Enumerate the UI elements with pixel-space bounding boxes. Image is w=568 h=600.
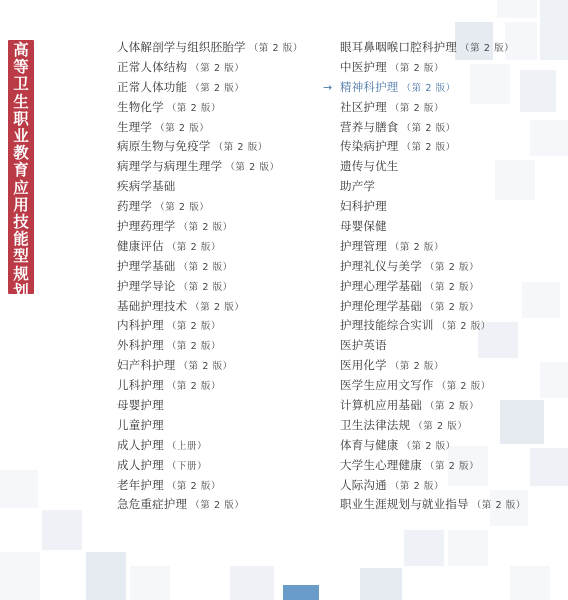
- book-title: 母婴护理: [117, 398, 164, 413]
- book-title: 药理学: [117, 199, 153, 214]
- book-title: 正常人体结构: [117, 59, 188, 74]
- book-edition: （第 2 版）: [436, 381, 491, 393]
- book-title: 医学生应用文写作: [340, 378, 434, 393]
- background-square: [497, 0, 537, 18]
- book-list-item: [117, 217, 303, 237]
- book-title: 生理学: [117, 119, 153, 134]
- book-edition: （第 2 版）: [389, 480, 445, 492]
- book-list-item: [340, 436, 526, 456]
- book-edition: （第 2 版）: [178, 361, 233, 373]
- book-title: 护理学导论: [117, 278, 176, 293]
- book-title: 正常人体功能: [117, 79, 188, 94]
- book-title: 助产学: [340, 179, 376, 194]
- background-square: [0, 470, 38, 508]
- book-list-item: [340, 118, 526, 138]
- book-edition: （第 2 版）: [401, 122, 456, 134]
- book-edition: （第 2 版）: [178, 222, 233, 234]
- background-square: [540, 362, 568, 398]
- book-list-item: [340, 257, 526, 277]
- book-edition: （第 2 版）: [166, 480, 222, 492]
- book-edition: （第 2 版）: [389, 361, 445, 373]
- book-title: 体育与健康: [340, 437, 399, 452]
- book-edition: （第 2 版）: [424, 401, 480, 413]
- background-square: [42, 510, 82, 550]
- book-edition: （第 2 版）: [166, 321, 222, 333]
- book-title: 护理心理学基础: [340, 278, 422, 293]
- book-edition: （第 2 版）: [424, 261, 480, 273]
- book-title: 成人护理: [117, 457, 164, 472]
- book-list-item: [117, 456, 303, 476]
- book-list-item: [340, 217, 526, 237]
- book-title: 儿科护理: [117, 378, 164, 393]
- book-list-item: [117, 237, 303, 257]
- series-title-char: 材: [13, 316, 29, 335]
- book-edition: （第 2 版）: [424, 281, 480, 293]
- background-square: [230, 566, 274, 600]
- series-title-char: 教: [13, 299, 29, 318]
- background-square: [360, 568, 402, 600]
- book-list-item: [117, 58, 303, 78]
- book-edition: （第 2 版）: [190, 301, 245, 313]
- series-title-band: [8, 40, 34, 335]
- book-list-item: [117, 78, 303, 98]
- book-list-item: [340, 237, 526, 257]
- book-list-item: [117, 476, 303, 496]
- book-edition: （第 2 版）: [389, 241, 445, 253]
- book-title: 健康评估: [117, 238, 164, 253]
- book-edition: （第 2 版）: [413, 420, 468, 432]
- book-title: 医护英语: [340, 338, 387, 353]
- book-edition: （第 2 版）: [190, 500, 245, 512]
- book-title: 护理礼仪与美学: [340, 258, 422, 273]
- book-list-item: [117, 257, 303, 277]
- book-title: 社区护理: [340, 99, 387, 114]
- book-list-item: [340, 316, 526, 336]
- book-edition: （第 2 版）: [401, 82, 456, 94]
- book-title: 中医护理: [340, 59, 387, 74]
- bottom-color-tab: [283, 585, 319, 600]
- book-title: 急危重症护理: [117, 497, 188, 512]
- book-edition: （下册）: [166, 460, 208, 472]
- book-edition: （第 2 版）: [225, 162, 280, 174]
- book-list-item: [340, 157, 526, 177]
- book-edition: （第 2 版）: [166, 381, 222, 393]
- book-list-item: [117, 277, 303, 297]
- book-list-item: [340, 197, 526, 217]
- book-edition: （第 2 版）: [389, 62, 445, 74]
- book-title: 护理药理学: [117, 219, 176, 234]
- background-square: [540, 0, 568, 60]
- book-title: 职业生涯规划与就业指导: [340, 497, 469, 512]
- book-list-item: [117, 157, 303, 177]
- series-title-char: 能: [13, 230, 29, 249]
- book-edition: （第 2 版）: [424, 301, 480, 313]
- book-title: 儿童护理: [117, 417, 164, 432]
- book-title: 人体解剖学与组织胚胎学: [117, 40, 246, 54]
- book-edition: （第 2 版）: [155, 122, 210, 134]
- book-title: 人际沟通: [340, 477, 387, 492]
- book-list-item: [340, 277, 526, 297]
- book-title: 护理学基础: [117, 258, 176, 273]
- book-title: 病原生物与免疫学: [117, 139, 211, 154]
- book-list-item: [117, 98, 303, 118]
- book-edition: （第 2 版）: [166, 341, 222, 353]
- book-title: 老年护理: [117, 477, 164, 492]
- book-edition: （第 2 版）: [178, 281, 233, 293]
- book-list-item: [340, 476, 526, 496]
- book-edition: （第 2 版）: [436, 321, 491, 333]
- book-list-item: [117, 38, 303, 58]
- book-list-item: [340, 137, 526, 157]
- book-list-item: [117, 297, 303, 317]
- book-list-item: [117, 177, 303, 197]
- background-square: [448, 530, 488, 566]
- book-list-item: [340, 396, 526, 416]
- book-title: 传染病护理: [340, 139, 399, 154]
- book-list-item: [340, 78, 526, 98]
- book-list-item: [340, 177, 526, 197]
- book-list-item: [117, 436, 303, 456]
- book-list-item: [340, 416, 526, 436]
- book-title: 精神科护理: [340, 79, 399, 94]
- book-list-item: [117, 197, 303, 217]
- book-list-item: [117, 495, 303, 515]
- book-edition: （第 2 版）: [248, 43, 303, 54]
- book-title: 外科护理: [117, 338, 164, 353]
- book-edition: （第 2 版）: [166, 241, 222, 253]
- book-list-item: [117, 336, 303, 356]
- book-title: 护理管理: [340, 238, 387, 253]
- book-edition: （第 2 版）: [190, 62, 245, 74]
- book-title: 遗传与优生: [340, 159, 399, 174]
- book-list-item: [117, 376, 303, 396]
- book-list-item: [340, 297, 526, 317]
- background-square: [130, 566, 170, 600]
- series-title-char: 型: [13, 247, 29, 266]
- book-list-item: [117, 316, 303, 336]
- series-title-char: 划: [13, 281, 29, 300]
- book-list-item: [340, 456, 526, 476]
- book-title: 眼耳鼻咽喉口腔科护理: [340, 40, 457, 54]
- book-list-left-column: [117, 38, 303, 515]
- book-title: 计算机应用基础: [340, 398, 422, 413]
- book-title: 护理伦理学基础: [340, 298, 422, 313]
- book-title: 内科护理: [117, 318, 164, 333]
- book-title: 妇产科护理: [117, 358, 176, 373]
- book-list-item: [117, 356, 303, 376]
- book-title: 大学生心理健康: [340, 457, 422, 472]
- background-square: [0, 552, 40, 600]
- series-title-char: 高: [13, 41, 29, 59]
- book-list-item: [117, 416, 303, 436]
- series-title-char: 育: [13, 161, 29, 180]
- book-list-item: [117, 118, 303, 138]
- series-title-char: 等: [13, 58, 29, 77]
- book-list-item: [340, 376, 526, 396]
- book-title: 母婴保健: [340, 219, 387, 234]
- book-list-item: [340, 98, 526, 118]
- book-edition: （第 2 版）: [471, 500, 526, 512]
- book-edition: （第 2 版）: [155, 202, 210, 214]
- book-title: 病理学与病理生理学: [117, 159, 223, 174]
- book-edition: （第 2 版）: [213, 142, 268, 154]
- book-list-item: [340, 58, 526, 78]
- book-edition: （第 2 版）: [389, 102, 445, 114]
- book-list-item: [340, 356, 526, 376]
- book-title: 疾病学基础: [117, 179, 176, 194]
- book-title: 营养与膳食: [340, 119, 399, 134]
- book-list-item: [340, 495, 526, 515]
- book-title: 成人护理: [117, 437, 164, 452]
- background-square: [86, 552, 126, 600]
- book-list-item: [117, 396, 303, 416]
- book-edition: （第 2 版）: [178, 261, 233, 273]
- book-title: 基础护理技术: [117, 298, 188, 313]
- background-square: [530, 120, 568, 156]
- book-title: 医用化学: [340, 358, 387, 373]
- series-title-char: 应: [13, 178, 29, 197]
- book-edition: （第 2 版）: [166, 102, 222, 114]
- series-title-char: 生: [13, 92, 29, 111]
- series-title-char: 规: [13, 264, 29, 283]
- book-edition: （上册）: [166, 440, 208, 452]
- series-title-char: 教: [13, 144, 29, 163]
- series-title-char: 卫: [13, 75, 29, 94]
- book-title: 生物化学: [117, 99, 164, 114]
- book-list-item: [340, 38, 526, 58]
- book-edition: （第 2 版）: [190, 82, 245, 94]
- book-list-item: [117, 137, 303, 157]
- book-edition: （第 2 版）: [401, 440, 456, 452]
- arrow-icon: →: [323, 81, 333, 94]
- series-title-char: 用: [13, 195, 29, 214]
- book-title: 护理技能综合实训: [340, 318, 434, 333]
- book-list-item: [340, 336, 526, 356]
- series-title-char: 技: [13, 213, 29, 232]
- book-edition: （第 2 版）: [424, 460, 480, 472]
- background-square: [510, 566, 550, 600]
- book-title: 妇科护理: [340, 199, 387, 214]
- book-title: 卫生法律法规: [340, 417, 411, 432]
- background-square: [530, 448, 568, 486]
- background-square: [404, 530, 444, 566]
- series-title-char: 职: [13, 109, 29, 128]
- book-edition: （第 2 版）: [460, 43, 515, 54]
- series-title-char: 业: [13, 127, 29, 146]
- book-edition: （第 2 版）: [401, 142, 456, 154]
- background-square: [522, 282, 560, 318]
- book-list-right-column: [340, 38, 526, 515]
